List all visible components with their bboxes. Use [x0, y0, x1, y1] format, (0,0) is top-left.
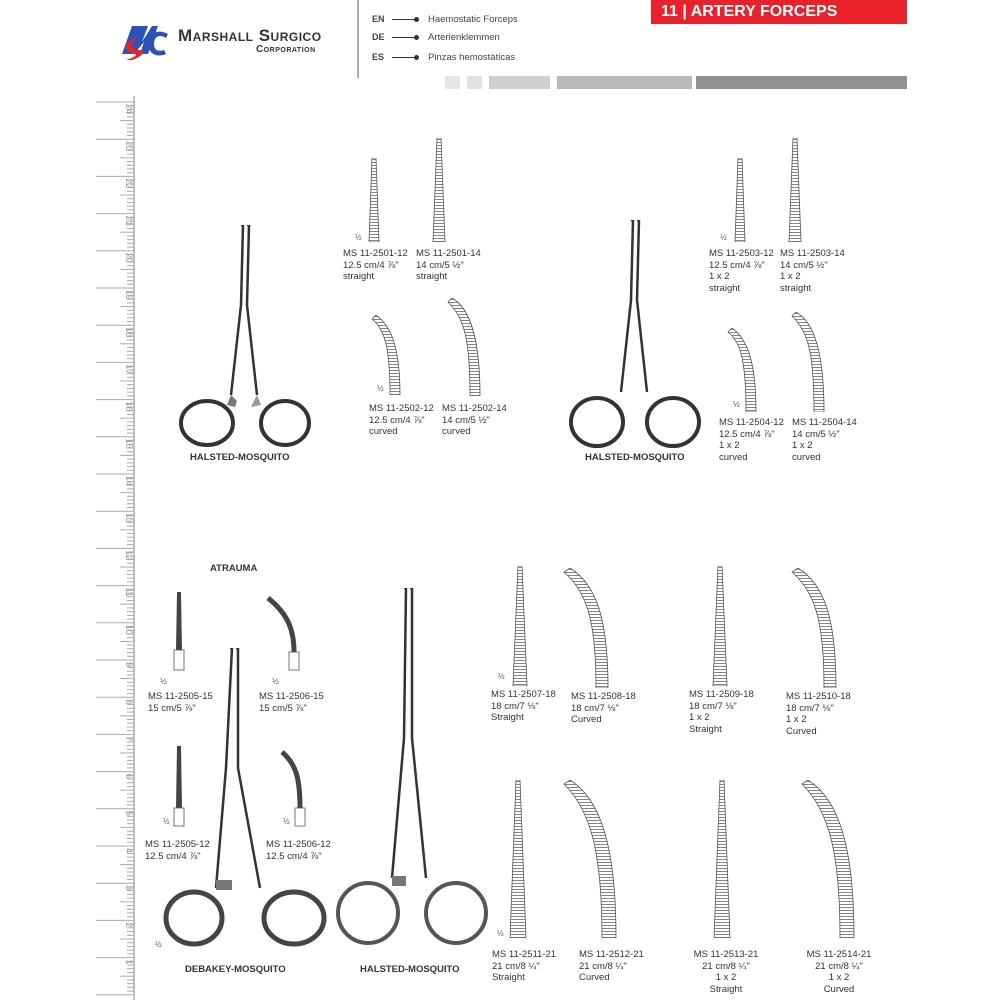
product-label-2508-18: MS 11-2508-18 18 cm/7 ⅛" Curved — [571, 691, 636, 725]
scale-mark: ½ — [163, 817, 170, 826]
brand-subtitle: Corporation — [256, 44, 316, 55]
curved-jaw-tip-icon — [562, 780, 618, 938]
product-label-2507-18: MS 11-2507-18 18 cm/7 ⅛" Straight — [491, 689, 556, 723]
decor-block — [489, 76, 550, 89]
pointer-line-icon — [392, 37, 416, 38]
straight-jaw-tip-icon — [509, 780, 527, 938]
curved-jaw-tip-icon — [726, 328, 758, 412]
svg-text:21: 21 — [124, 215, 134, 226]
svg-text:3: 3 — [124, 885, 134, 891]
product-label-2505-15: MS 11-2505-15 15 cm/5 ⅞" — [148, 691, 213, 714]
scale-mark: ½ — [160, 677, 167, 686]
straight-jaw-tip-icon — [734, 158, 746, 242]
instrument-name: HALSTED-MOSQUITO — [585, 452, 685, 463]
scale-mark: ½ — [283, 817, 290, 826]
product-label-2510-18: MS 11-2510-18 18 cm/7 ⅛" 1 x 2 Curved — [786, 691, 851, 737]
curved-jaw-tip-icon — [562, 568, 610, 688]
svg-text:17: 17 — [124, 364, 134, 375]
product-label-2512-21: MS 11-2512-21 21 cm/8 ¼" Curved — [579, 949, 644, 983]
svg-text:19: 19 — [124, 290, 134, 301]
debakey-mosquito-forceps-image — [160, 648, 330, 950]
svg-text:6: 6 — [124, 773, 134, 779]
curved-jaw-tip-icon — [790, 568, 838, 688]
product-label-2501-14: MS 11-2501-14 14 cm/5 ½" straight — [416, 248, 481, 282]
product-label-2503-12: MS 11-2503-12 12.5 cm/4 ⅞" 1 x 2 straight — [709, 248, 774, 294]
product-label-2503-14: MS 11-2503-14 14 cm/5 ½" 1 x 2 straight — [780, 248, 845, 294]
straight-jaw-tip-icon — [432, 138, 446, 242]
scale-mark: ½ — [498, 672, 505, 681]
section-title: 11 | ARTERY FORCEPS — [651, 0, 907, 24]
svg-text:2: 2 — [124, 922, 134, 928]
svg-text:1: 1 — [124, 959, 134, 965]
curved-jaw-tip-icon — [446, 298, 482, 396]
scale-mark: ½ — [720, 233, 727, 242]
product-label-2506-15: MS 11-2506-15 15 cm/5 ⅞" — [259, 691, 324, 714]
product-label-2513-21: MS 11-2513-21 21 cm/8 ¼" 1 x 2 Straight — [693, 949, 759, 995]
brand-name: Marshall Surgico — [178, 26, 322, 45]
svg-text:18: 18 — [124, 327, 134, 338]
lang-text: Haemostatic Forceps — [428, 13, 518, 25]
curved-jaw-tip-icon — [800, 780, 856, 938]
svg-text:16: 16 — [124, 401, 134, 412]
pointer-line-icon — [392, 57, 416, 58]
decor-block — [696, 76, 907, 89]
halsted-mosquito-forceps-image — [175, 225, 315, 450]
lang-code: ES — [372, 52, 385, 62]
product-label-2504-14: MS 11-2504-14 14 cm/5 ½" 1 x 2 curved — [792, 417, 857, 463]
svg-text:15: 15 — [124, 438, 134, 449]
decor-block — [557, 76, 692, 89]
scale-mark: ½ — [272, 677, 279, 686]
product-label-2504-12: MS 11-2504-12 12.5 cm/4 ⅞" 1 x 2 curved — [719, 417, 784, 463]
lang-code: EN — [372, 14, 385, 24]
lang-row-en — [372, 12, 518, 26]
svg-text:10: 10 — [124, 624, 134, 635]
scale-mark: ½ — [355, 233, 362, 242]
svg-text:11: 11 — [124, 587, 134, 597]
straight-jaw-tip-icon — [368, 158, 380, 242]
curved-jaw-tip-icon — [370, 315, 402, 395]
scale-mark: ½ — [733, 400, 740, 409]
product-label-2501-12: MS 11-2501-12 12.5 cm/4 ⅞" straight — [343, 248, 408, 282]
pointer-line-icon — [392, 19, 416, 20]
product-label-2514-21: MS 11-2514-21 21 cm/8 ¼" 1 x 2 Curved — [806, 949, 872, 995]
straight-jaw-tip-icon — [713, 780, 731, 938]
instrument-name: DEBAKEY-MOSQUITO — [185, 964, 286, 975]
halsted-mosquito-forceps-image — [565, 220, 705, 452]
decor-block — [445, 76, 460, 89]
svg-text:13: 13 — [124, 513, 134, 524]
product-label-2506-12: MS 11-2506-12 12.5 cm/4 ⅞" — [266, 839, 331, 862]
svg-text:12: 12 — [124, 550, 134, 561]
instrument-name: HALSTED-MOSQUITO — [360, 964, 460, 975]
product-label-2505-12: MS 11-2505-12 12.5 cm/4 ⅞" — [145, 839, 210, 862]
halsted-mosquito-forceps-image — [334, 588, 494, 950]
decor-block — [467, 76, 482, 89]
measurement-ruler — [96, 96, 136, 1000]
svg-text:20: 20 — [124, 252, 134, 263]
lang-text: Pinzas hemostáticas — [428, 51, 516, 63]
svg-text:8: 8 — [124, 699, 134, 705]
curved-jaw-tip-icon — [790, 312, 826, 412]
scale-mark: ½ — [155, 940, 162, 949]
product-label-2502-14: MS 11-2502-14 14 cm/5 ½" curved — [442, 403, 507, 437]
scale-mark: ½ — [377, 384, 384, 393]
straight-jaw-tip-icon — [712, 566, 728, 686]
svg-text:7: 7 — [124, 736, 134, 742]
scale-mark: ½ — [497, 929, 504, 938]
svg-text:4: 4 — [124, 848, 134, 854]
straight-jaw-tip-icon — [788, 138, 802, 242]
lang-row-es — [372, 50, 515, 64]
product-label-2511-21: MS 11-2511-21 21 cm/8 ¼" Straight — [492, 949, 557, 983]
atrauma-heading: ATRAUMA — [210, 563, 258, 574]
instrument-name: HALSTED-MOSQUITO — [190, 452, 290, 463]
company-logo-icon — [118, 20, 170, 62]
lang-text: Arterienklemmen — [428, 31, 500, 43]
lang-row-de — [372, 30, 500, 44]
svg-text:9: 9 — [124, 662, 134, 668]
straight-jaw-tip-icon — [512, 566, 528, 686]
header-divider — [357, 0, 359, 78]
svg-text:24: 24 — [124, 104, 134, 115]
product-label-2509-18: MS 11-2509-18 18 cm/7 ⅛" 1 x 2 Straight — [689, 689, 754, 735]
svg-text:23: 23 — [124, 141, 134, 152]
svg-text:22: 22 — [124, 178, 134, 189]
product-label-2502-12: MS 11-2502-12 12.5 cm/4 ⅞" curved — [369, 403, 434, 437]
svg-text:14: 14 — [124, 476, 134, 487]
svg-text:5: 5 — [124, 810, 134, 816]
lang-code: DE — [372, 32, 385, 42]
